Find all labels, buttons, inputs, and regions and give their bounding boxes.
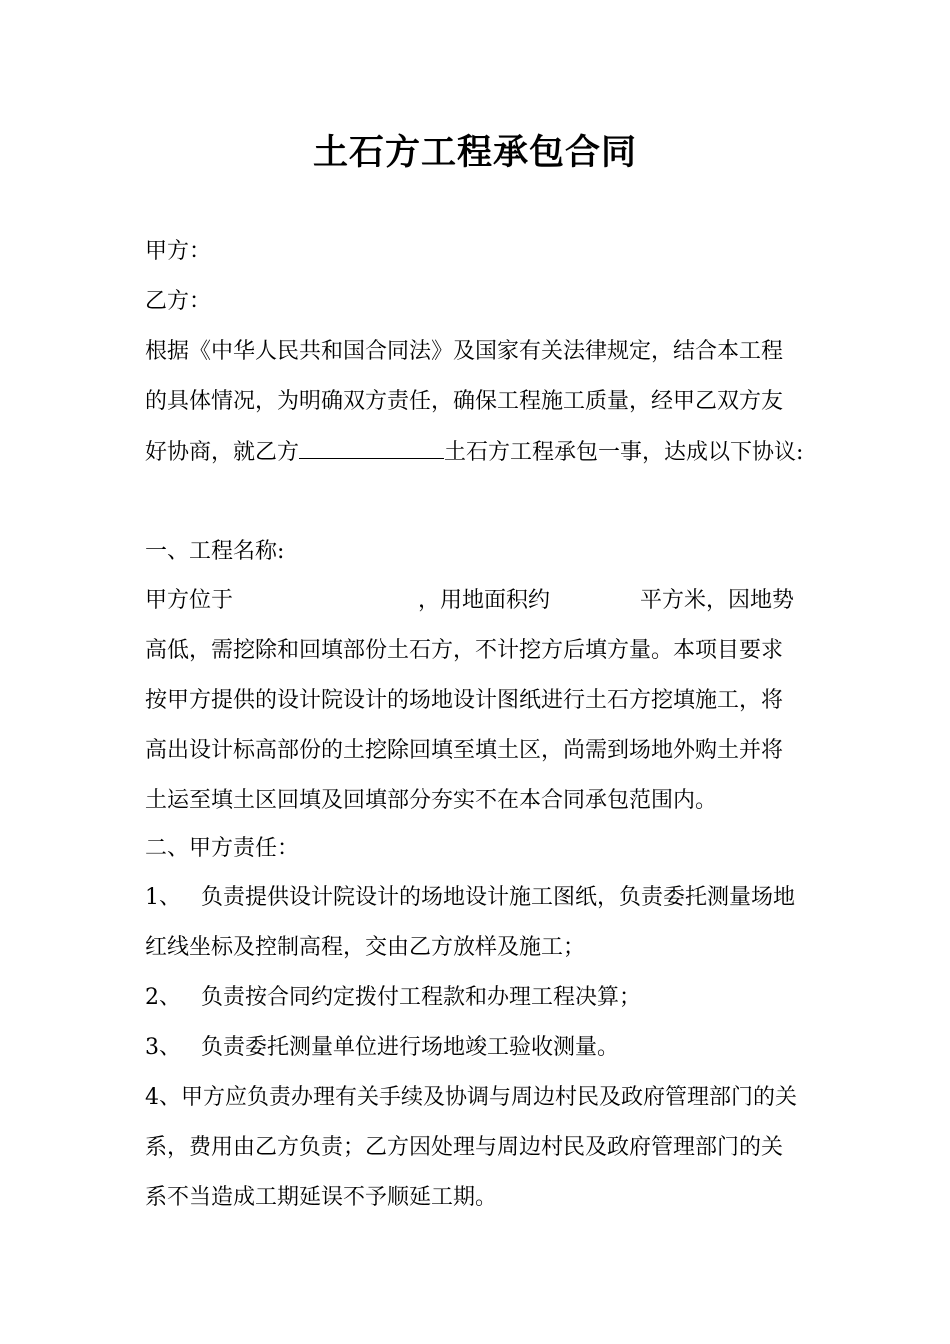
project-name-blank: [299, 436, 444, 459]
area-unit-text: 平方米，因地势: [640, 588, 795, 613]
location-label: 甲方位于: [145, 588, 234, 613]
preamble-line-3-start: 好协商，就乙方: [145, 440, 300, 465]
item-1-number: 1、: [145, 885, 181, 910]
section-2-item-1-line-1: [145, 882, 825, 914]
document-title: 土石方工程承包合同: [312, 132, 637, 173]
section-1-line-4: 高出设计标高部份的土挖除回填至填土区，尚需到场地外购土并将: [145, 738, 784, 763]
item-3-text: 负责委托测量单位进行场地竣工验收测量。: [201, 1035, 620, 1060]
item-3-number: 3、: [145, 1035, 181, 1060]
section-1-line-3: 按甲方提供的设计院设计的场地设计图纸进行土石方挖填施工，将: [145, 688, 784, 713]
section-2-heading: 二、甲方责任：: [145, 836, 300, 861]
preamble-line-1: 根据《中华人民共和国合同法》及国家有关法律规定，结合本工程: [145, 339, 784, 364]
section-2-item-4-line-3: 系不当造成工期延误不予顺延工期。: [145, 1185, 498, 1210]
item-1-text: 负责提供设计院设计的场地设计施工图纸，负责委托测量场地: [201, 885, 796, 910]
preamble-line-3-end: 土石方工程承包一事，达成以下协议:: [444, 440, 804, 465]
item-2-number: 2、: [145, 985, 181, 1010]
preamble-line-2: 的具体情况，为明确双方责任，确保工程施工质量，经甲乙双方友: [145, 389, 784, 414]
section-1-line-1: [145, 585, 825, 617]
section-1-line-2: 高低，需挖除和回填部份土石方，不计挖方后填方量。本项目要求: [145, 638, 784, 663]
party-b-label: 乙方：: [145, 289, 212, 314]
section-1-heading: 一、工程名称:: [145, 539, 285, 564]
party-a-label: 甲方：: [145, 239, 212, 264]
section-2-item-4-line-1: 4、甲方应负责办理有关手续及协调与周边村民及政府管理部门的关: [145, 1085, 797, 1110]
preamble-line-3: [145, 436, 825, 469]
section-2-item-2: [145, 982, 825, 1014]
section-2-item-1-line-2: 红线坐标及控制高程，交由乙方放样及施工；: [145, 935, 586, 960]
section-2-item-4-line-2: 系，费用由乙方负责；乙方因处理与周边村民及政府管理部门的关: [145, 1135, 784, 1160]
section-2-item-3: [145, 1032, 825, 1064]
item-2-text: 负责按合同约定拨付工程款和办理工程决算；: [201, 985, 642, 1010]
section-1-line-5: 土运至填土区回填及回填部分夯实不在本合同承包范围内。: [145, 788, 718, 813]
area-label: ，用地面积约: [418, 588, 551, 613]
